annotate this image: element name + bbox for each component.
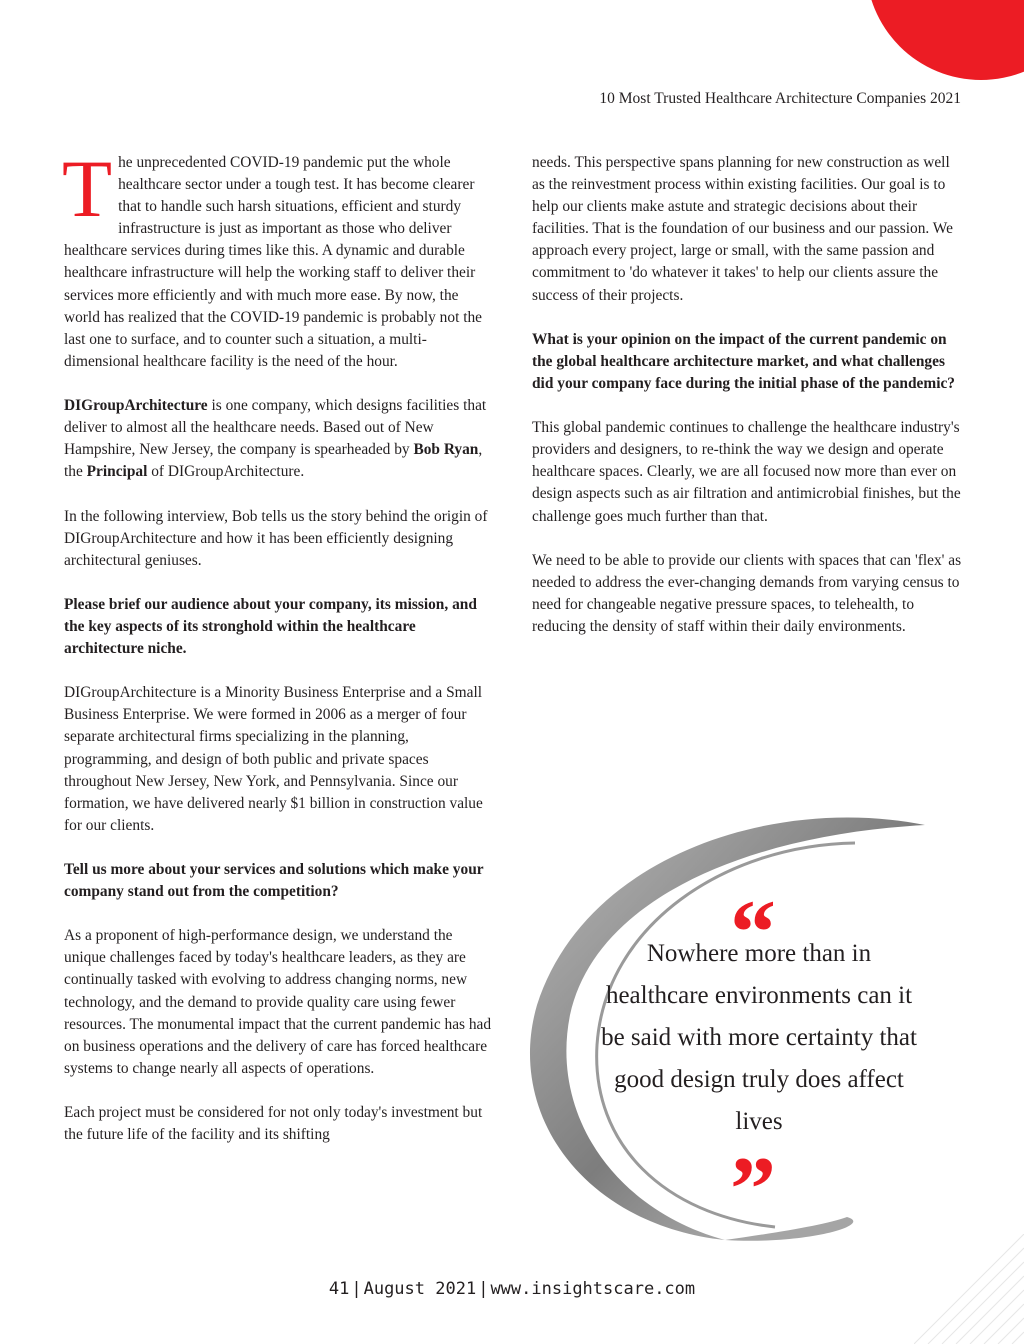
- question-3: What is your opinion on the impact of the current pandemic on the global healthcare architecture market, and what challenges did your company face during the initial phase of the pandemic?: [532, 330, 955, 392]
- person-name: Bob Ryan: [413, 441, 479, 459]
- interview-intro: In the following interview, Bob tells us the story behind the origin of DIGroupArchitecture and how it has been efficiently designing architectural geniuses.: [64, 507, 488, 569]
- company-name: DIGroupArchitecture: [64, 397, 208, 415]
- answer-4: This global pandemic continues to challenge the healthcare industry's providers and designers, to re-think the way we design and operate healthcare spaces. Clearly, we are all focused now more than ever on design aspects such as air filtration and antimicrobial finishes, but the challenge goes much further than that.: [532, 419, 961, 525]
- intro-paragraph: The unprecedented COVID-19 pandemic put the whole healthcare sector under a tough test. It has become clearer that to handle such harsh situations, efficient and sturdy infrastructure is just as important as those who deliver healthcare services during times like this. A dynamic and durable healthcare infrastructure will help the working staff to deliver their services more efficiently and with much more ease. By now, the world has realized that the COVID-19 pandemic is probably not the last one to surface, and to counter such a situation, a multi-dimensional healthcare facility is the need of the hour.: [62, 143, 482, 370]
- question-2: Tell us more about your services and solutions which make your company stand out from the competition?: [64, 861, 484, 901]
- pull-quote-text: Nowhere more than in healthcare environments can it be said with more certainty that good design truly does affect lives: [601, 940, 917, 1135]
- left-column: [62, 143, 496, 1168]
- issue-date: August 2021: [363, 1279, 477, 1299]
- drop-cap: T: [62, 143, 113, 234]
- page-footer: [0, 1279, 1024, 1299]
- answer-3-continued: needs. This perspective spans planning for new construction as well as the reinvestment process within existing facilities. Our goal is to help our clients make astute and strategic decisions about their facilities. That is the foundation of our business and our passion. We approach every project, large or small, with the same passion and commitment to 'do whatever it takes' to help our clients assure the success of their projects.: [532, 154, 953, 304]
- footer-separator: |: [478, 1279, 489, 1299]
- answer-1: DIGroupArchitecture is a Minority Business Enterprise and a Small Business Enterprise. We were formed in 2006 as a merger of four separate architectural firms specializing in the planning, programming, and design of both public and private spaces throughout New Jersey, New York, and Pennsylvania. Since our formation, we have delivered nearly $1 billion in construction value for our clients.: [64, 684, 483, 834]
- answer-2: As a proponent of high-performance design, we understand the unique challenges faced by today's healthcare leaders, as they are continually tasked with evolving to address changing norms, new technology, and the demand to provide quality care using fewer resources. The monumental impact that the current pandemic has had on business operations and the delivery of care has forced healthcare systems to change nearly all aspects of operations.: [64, 927, 492, 1077]
- question-1: Please brief our audience about your company, its mission, and the key aspects of its stronghold within the healthcare architecture niche.: [64, 595, 477, 658]
- footer-separator: |: [351, 1279, 362, 1299]
- right-column: [532, 152, 962, 660]
- person-role: Principal: [86, 463, 148, 481]
- corner-hatch-pattern: [914, 1234, 1024, 1344]
- open-quote-mark: “: [730, 881, 776, 983]
- page-number: 41: [328, 1279, 350, 1299]
- running-header: 10 Most Trusted Healthcare Architecture Companies 2021: [599, 90, 961, 107]
- answer-3: Each project must be considered for not only today's investment but the future life of the facility and its shifting: [64, 1104, 483, 1144]
- corner-accent-circle: [866, 0, 1024, 80]
- answer-5: We need to be able to provide our clients with spaces that can 'flex' as needed to address the ever-changing demands from varying census to need for changeable negative pressure spaces, to telehealth, to reducing the density of staff within their daily environments.: [532, 551, 962, 635]
- company-paragraph: DIGroupArchitecture is one company, which designs facilities that deliver to almost all the healthcare needs. Based out of New Hampshire, New Jersey, the company is spearheaded by Bob Ryan, the Principal of DIGroupArchitecture.: [64, 397, 487, 481]
- website-link[interactable]: www.insightscare.com: [490, 1279, 696, 1299]
- close-quote-mark: ”: [730, 1138, 776, 1240]
